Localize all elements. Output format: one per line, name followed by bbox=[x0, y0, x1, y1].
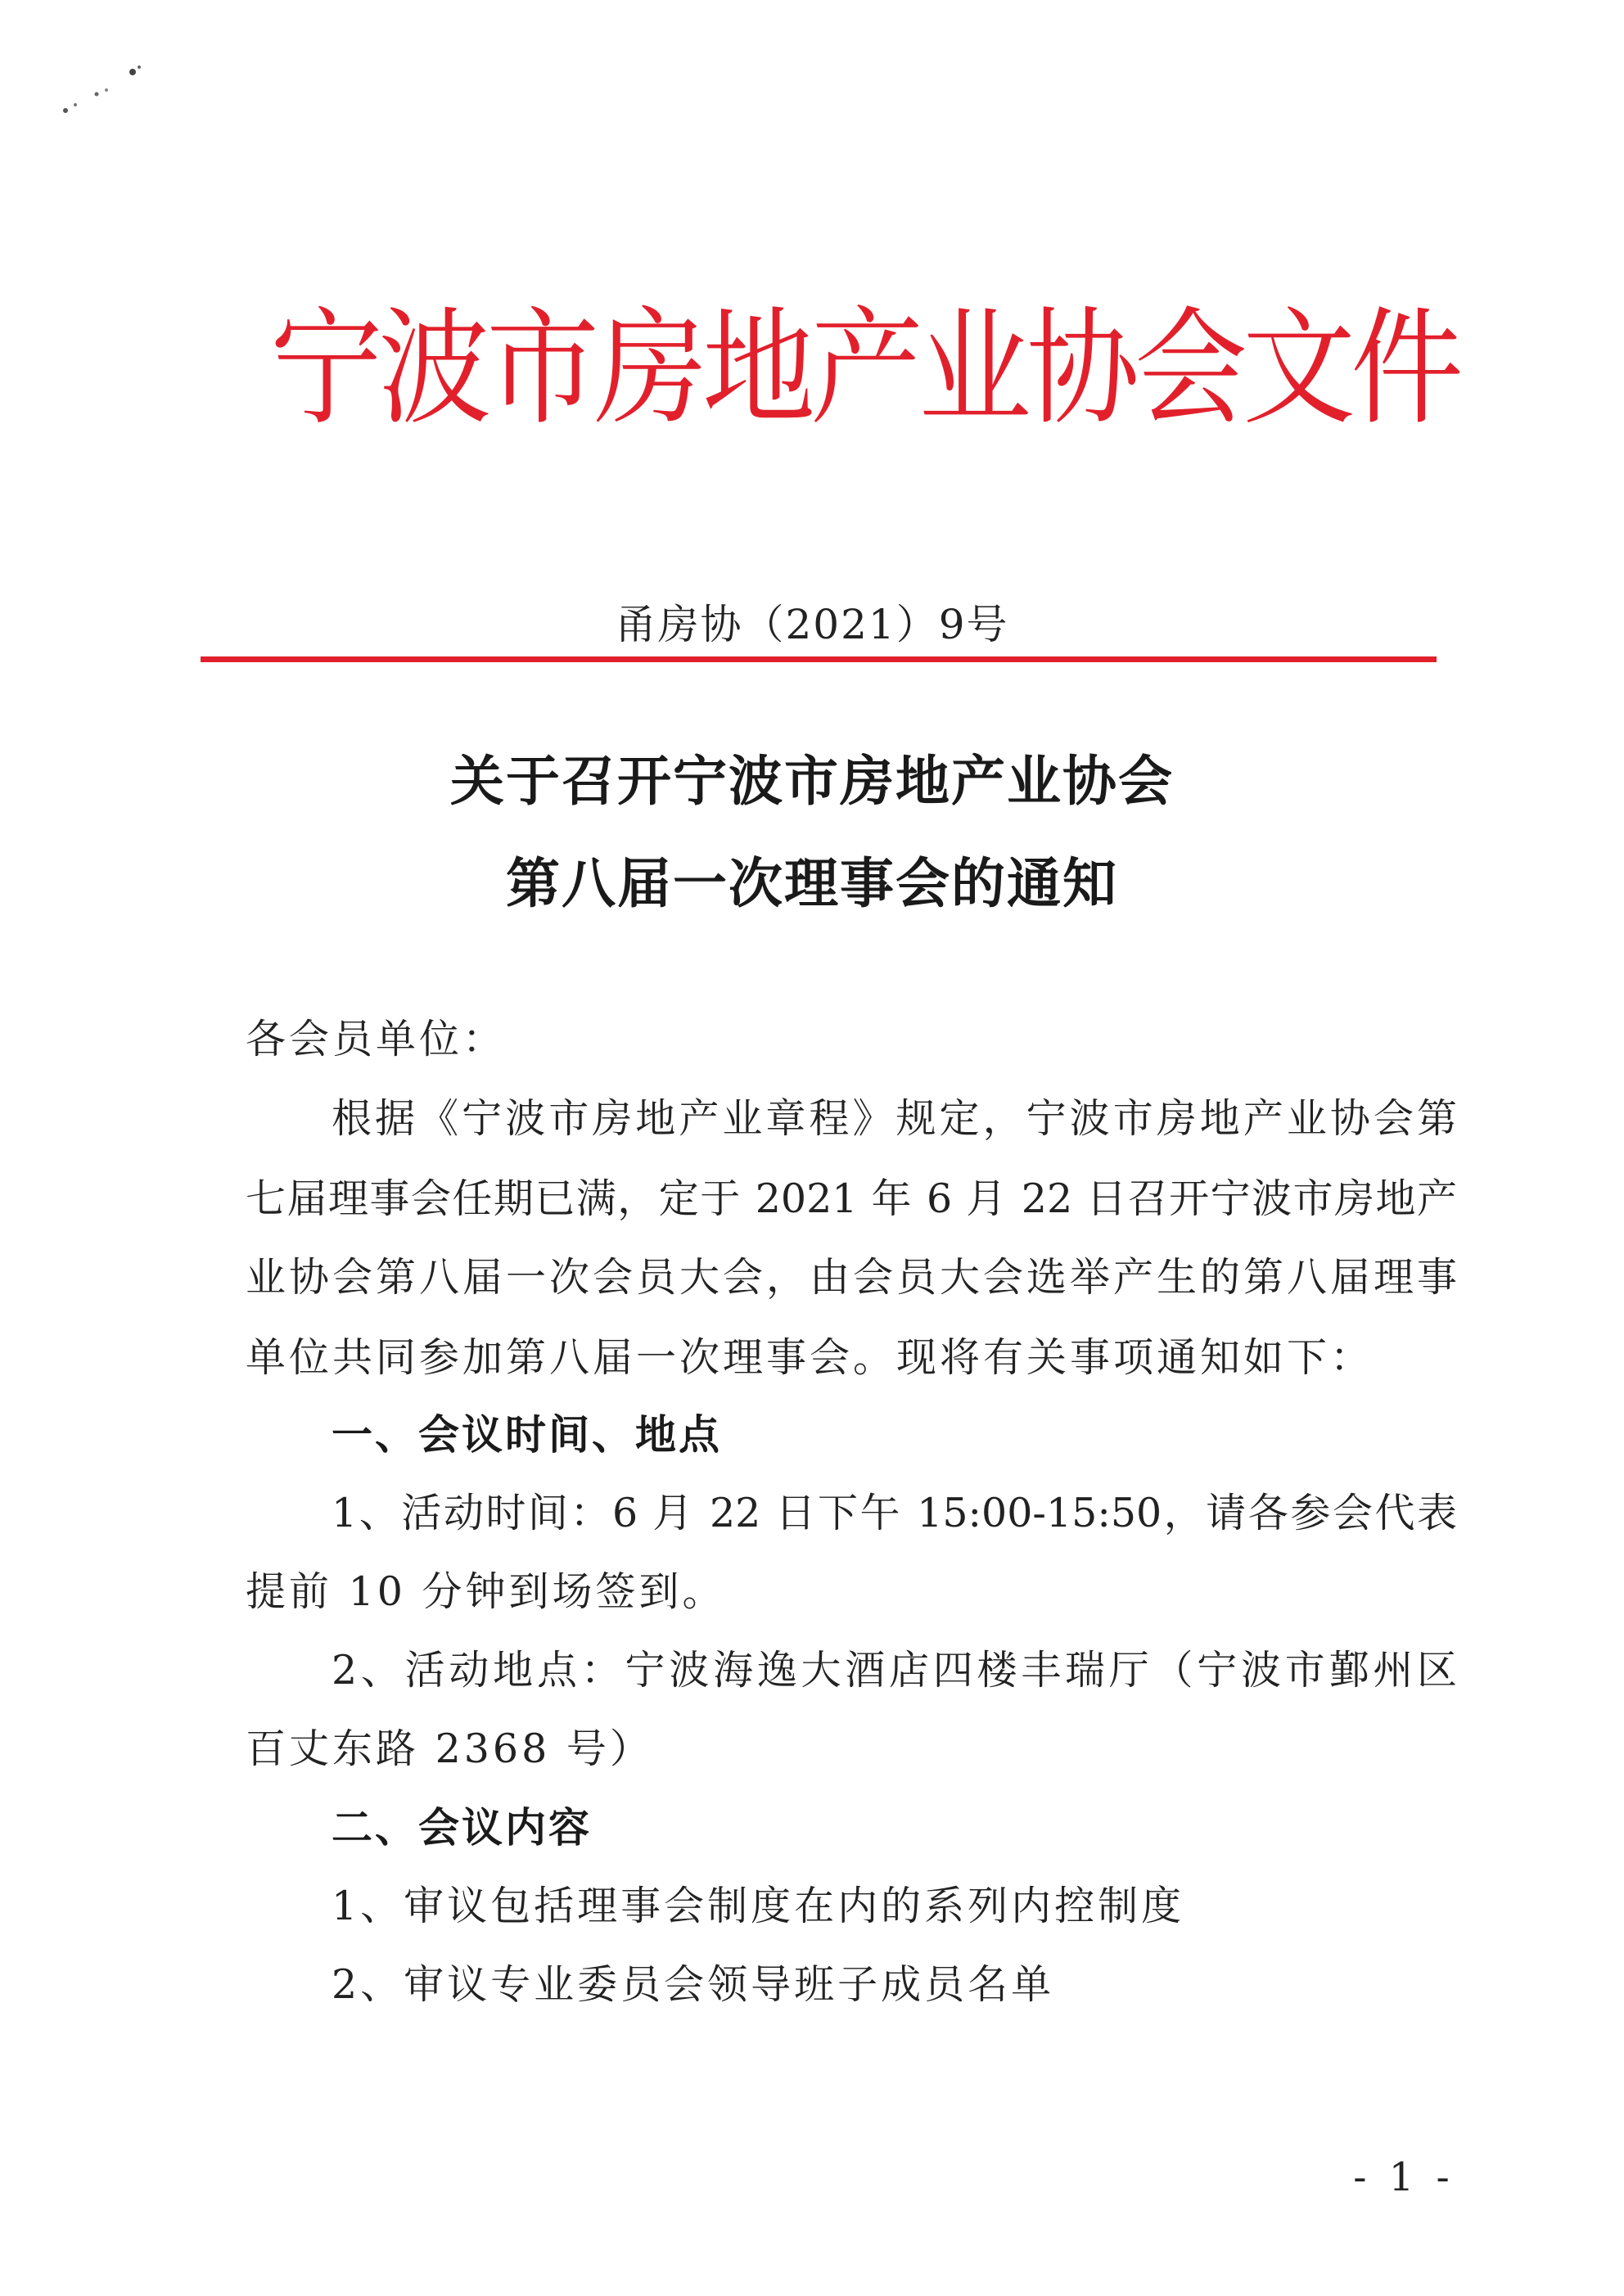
meeting-time-line-1: 1、活动时间：6 月 22 日下午 15:00-15:50，请各参会代表 bbox=[332, 1490, 1457, 1536]
meeting-time-line-2: 提前 10 分钟到场签到。 bbox=[246, 1568, 726, 1615]
document-number: 甬房协（2021）9号 bbox=[615, 601, 1009, 648]
meeting-location-line-2: 百丈东路 2368 号） bbox=[246, 1725, 653, 1772]
page-number: - 1 - bbox=[1353, 2154, 1455, 2200]
intro-paragraph-line-4: 单位共同参加第八届一次理事会。现将有关事项通知如下： bbox=[246, 1334, 1374, 1381]
scan-specks bbox=[57, 49, 156, 123]
section-heading-time-location: 一、会议时间、地点 bbox=[332, 1411, 722, 1459]
intro-paragraph-line-3: 业协会第八届一次会员大会，由会员大会选举产生的第八届理事 bbox=[246, 1254, 1457, 1301]
intro-paragraph-line-2: 七届理事会任期已满，定于 2021 年 6 月 22 日召开宁波市房地产 bbox=[246, 1175, 1457, 1222]
intro-paragraph-line-1: 根据《宁波市房地产业章程》规定，宁波市房地产业协会第 bbox=[332, 1095, 1457, 1142]
section-heading-agenda: 二、会议内容 bbox=[332, 1804, 592, 1852]
agenda-item-2: 2、审议专业委员会领导班子成员名单 bbox=[332, 1961, 1055, 2008]
notice-title-line-1: 关于召开宁波市房地产业协会 bbox=[450, 750, 1174, 813]
salutation: 各会员单位： bbox=[246, 1016, 507, 1062]
meeting-location-line-1: 2、活动地点：宁波海逸大酒店四楼丰瑞厅（宁波市鄞州区 bbox=[332, 1647, 1457, 1694]
agenda-item-1: 1、审议包括理事会制度在内的系列内控制度 bbox=[332, 1883, 1185, 1929]
letterhead-title: 宁波市房地产业协会文件 bbox=[270, 295, 1459, 443]
red-divider-line bbox=[201, 656, 1437, 662]
notice-title-line-2: 第八届一次理事会的通知 bbox=[506, 852, 1118, 915]
